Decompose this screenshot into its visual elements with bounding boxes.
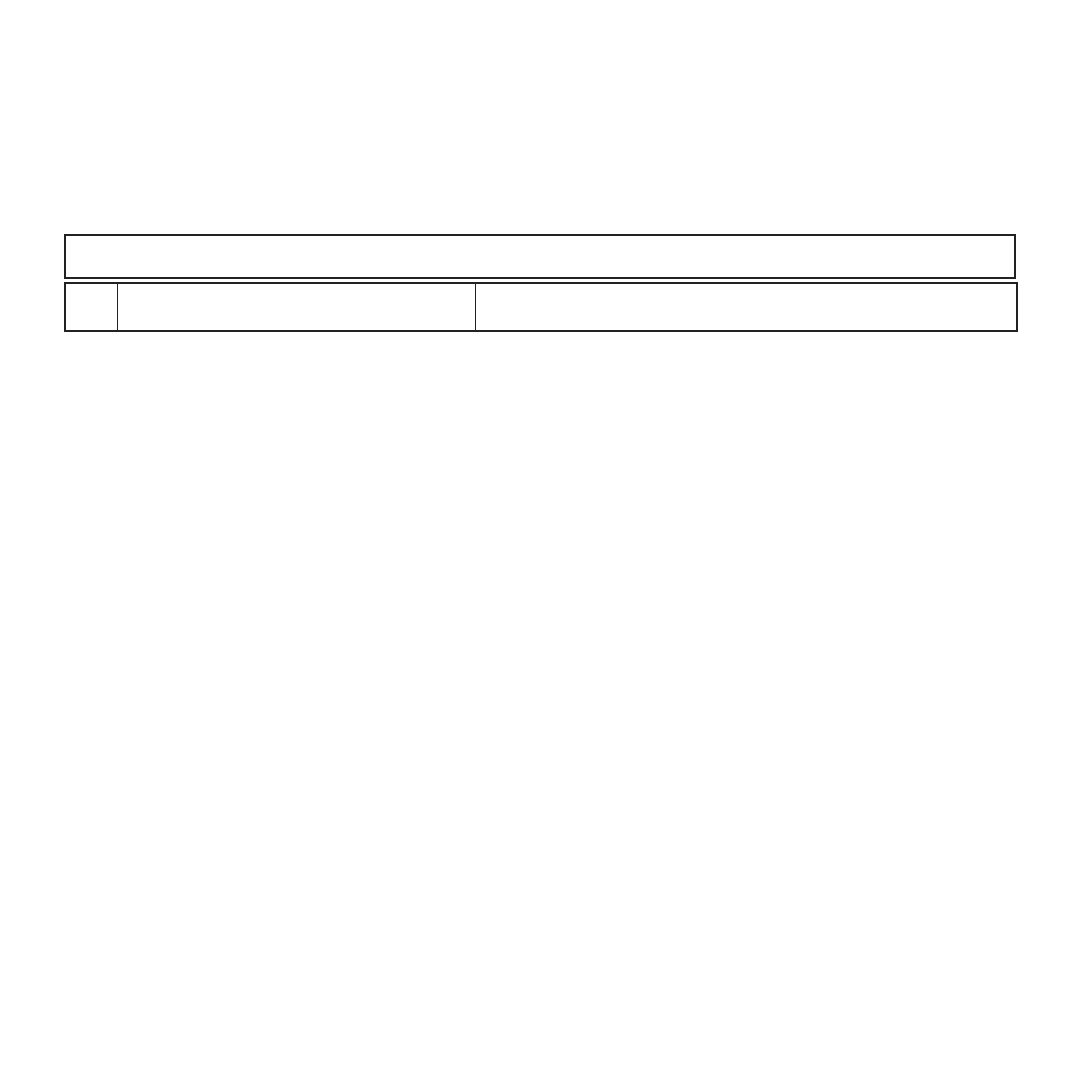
chapter-name-header	[117, 307, 475, 331]
table-header	[65, 283, 1017, 331]
analysis-sheet	[64, 234, 1016, 332]
years-header	[117, 283, 475, 307]
chap-no-header-top	[65, 283, 117, 307]
title-box	[64, 234, 1016, 279]
analysis-table	[64, 282, 1018, 332]
chap-no-header-bottom	[65, 307, 117, 331]
